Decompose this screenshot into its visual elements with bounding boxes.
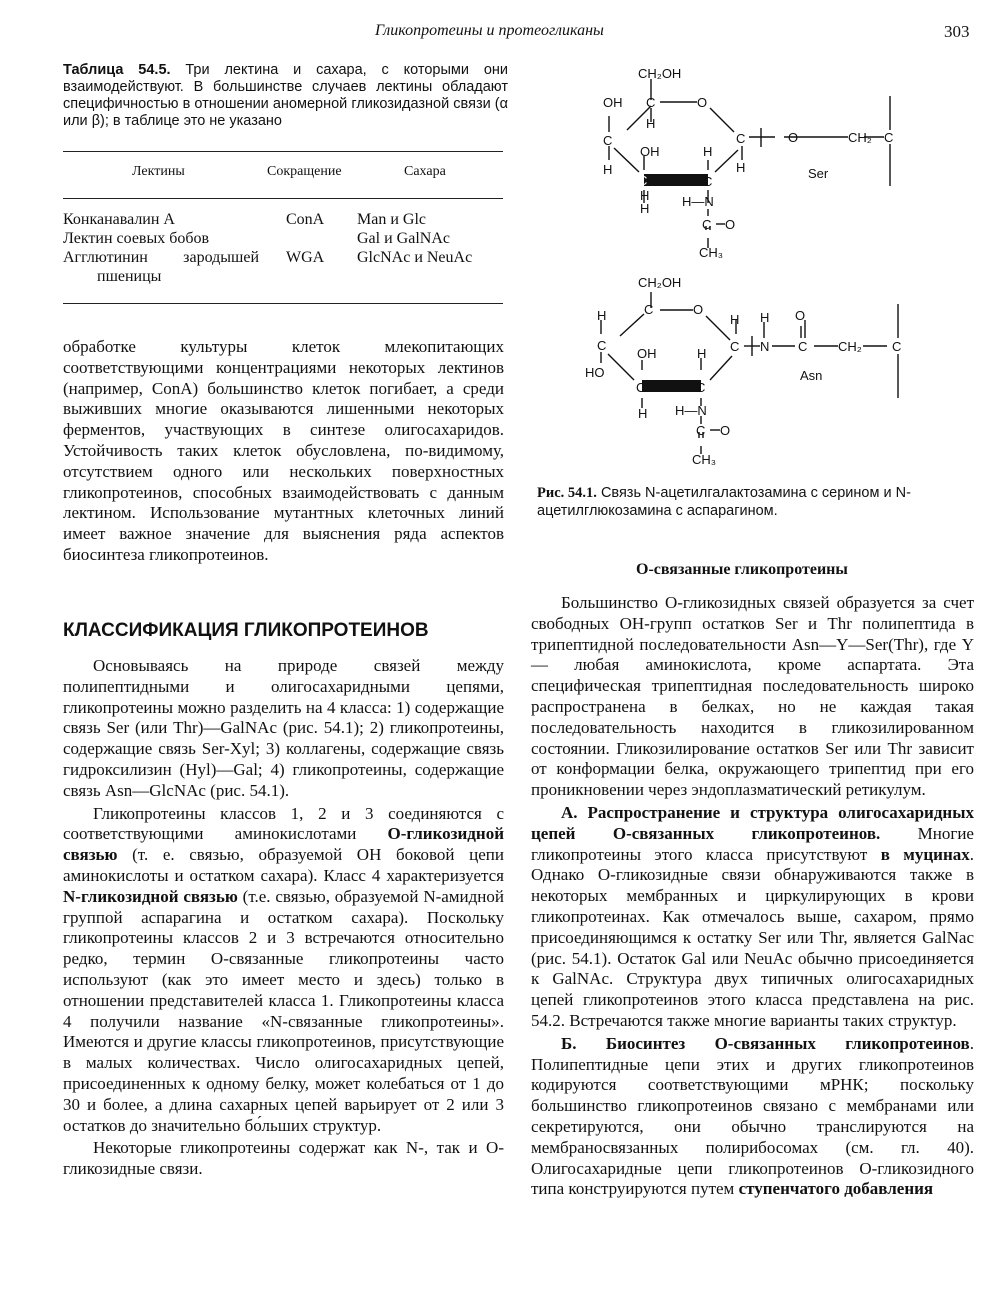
svg-text:O: O xyxy=(788,130,799,145)
svg-text:H: H xyxy=(760,310,770,325)
svg-text:C: C xyxy=(702,217,712,232)
svg-text:H: H xyxy=(640,188,650,203)
section-heading: КЛАССИФИКАЦИЯ ГЛИКОПРОТЕИНОВ xyxy=(63,620,429,641)
table-cell: Конканавалин А xyxy=(63,211,175,228)
table-cell: Gal и GalNAc xyxy=(357,230,450,247)
table-rule-top xyxy=(63,151,503,152)
table-cell: GlcNAc и NeuAc xyxy=(357,249,473,266)
table-cell: Лектин соевых бобов xyxy=(63,230,210,247)
svg-text:H—N: H—N xyxy=(675,403,707,418)
svg-text:H: H xyxy=(638,406,648,421)
svg-text:H: H xyxy=(640,201,650,216)
svg-text:OH: OH xyxy=(637,346,657,361)
svg-text:OH: OH xyxy=(640,144,660,159)
svg-text:H: H xyxy=(646,116,656,131)
page-header xyxy=(0,22,1000,46)
svg-text:H: H xyxy=(730,312,740,327)
glycan-structure-figure xyxy=(560,58,920,478)
table-rule-bottom xyxy=(63,303,503,304)
svg-text:CH₃: CH₃ xyxy=(699,245,724,260)
svg-text:C: C xyxy=(703,174,713,189)
svg-text:O: O xyxy=(725,217,736,232)
svg-text:C: C xyxy=(730,339,740,354)
svg-text:H: H xyxy=(603,162,613,177)
table-header-abbr: Сокращение xyxy=(267,164,342,179)
right-body xyxy=(531,593,974,1200)
svg-text:H: H xyxy=(703,144,713,159)
right-para-b: Б. Биосинтез О-связанных гликопротеинов. Полипептидные цепи этих и других гликопротеинов кодируются соответствующими мРНК; поскольку большинство гликопротеинов связано с мембранами или секретируются, они обычно транслируются на мембраносвязанных полирибосомах (см. гл. 40). Олигосахаридные цепи гликопротеинов О-гликозидного типа конструируются путем ступенчатого добавления xyxy=(531,1033,974,1199)
left-para-2: Основываясь на природе связей между полипептидными и олигосахаридными цепями, гликопротеины можно разделить на 4 класса: 1) содержащие связь Ser (или Thr)—GalNAc (рис. 54.1); 2) гликопротеины, содержащие связь Ser-Xyl; 3) коллагены, содержащие связь гидроксилизин (Hyl)—Gal; 4) гликопротеины, содержащие связь Asn—GlcNAc (рис. 54.1). xyxy=(63,656,504,800)
svg-text:CH₂OH: CH₂OH xyxy=(638,275,682,290)
svg-text:O: O xyxy=(720,423,731,438)
svg-text:C: C xyxy=(636,380,646,395)
right-para-a: А. Распространение и структура олигосахаридных цепей О-связанных гликопротеинов. Многие гликопротеины этого класса присутствуют в муцинах. Однако О-гликозидные связи обнаруживаются также в некоторых мембранных и циркулирующих в крови гликопротеинах. Как отмечалось выше, сахаром, прямо присоединяющимся к остатку Ser или Thr, является GalNac (рис. 54.1). Остаток Gal или NeuAc обычно присоединяется к GalNAc. Структура двух типичных олигосахаридных цепей гликопротеинов этого класса представлена на рис. 54.2. Встречаются также многие варианты таких структур. xyxy=(531,802,974,1030)
ser-label: Ser xyxy=(808,166,829,181)
table-caption-text: Три лектина и сахара, с которыми они взаимодействуют. В большинстве случаев лектины обладают специфичностью в отношении аномерной гликозидазной связи (α или β); в таблице это не указано xyxy=(63,62,509,129)
table-header-sugars: Сахара xyxy=(404,164,446,179)
figure-label: Рис. 54.1. xyxy=(537,485,597,501)
table-cell: Агглютинин зародышей xyxy=(63,249,259,266)
svg-text:H—N: H—N xyxy=(682,194,714,209)
table-cell: WGA xyxy=(286,249,325,266)
figure-caption-text: Связь N-ацетилгалактозамина с серином и N-ацетилглюкозамина с аспарагином. xyxy=(537,485,911,519)
svg-text:N: N xyxy=(760,339,770,354)
left-para-4: Некоторые гликопротеины содержат как N-, так и О-гликозидные связи. xyxy=(63,1138,504,1179)
svg-text:C: C xyxy=(736,131,746,146)
table-caption-label: Таблица 54.5. xyxy=(63,62,171,78)
svg-text:CH₂: CH₂ xyxy=(838,339,862,354)
svg-text:OH: OH xyxy=(603,95,623,110)
svg-text:CH₂: CH₂ xyxy=(848,130,872,145)
svg-text:C: C xyxy=(798,339,808,354)
table-rule-mid xyxy=(63,198,503,199)
table-caption xyxy=(63,62,508,130)
svg-text:CH₃: CH₃ xyxy=(692,452,717,467)
page-number: 303 xyxy=(944,22,970,41)
svg-text:C: C xyxy=(603,133,613,148)
svg-text:O: O xyxy=(693,302,704,317)
left-para-1: обработке культуры клеток млекопитающих соответствующими концентрациями некоторых лектинов (например, ConA) большинство клеток погибает, а среди выживших многие оказываются лишенными некоторых ферментов, участвующих в синтезе олигосахаридов. Устойчивость таких клеток обусловлена, по-видимому, отсутствием одного или нескольких поверхностных гликопротеинов, способных взаимодействовать с данным лектином. Использование мутантных клеточных линий имеет важное значение для выяснения ряда аспектов биосинтеза гликопротеинов. xyxy=(63,337,504,564)
right-para-1: Большинство О-гликозидных связей образуется за счет свободных OH-групп остатков Ser и Thr полипептида в трипептидной последовательности Asn—Y—Ser(Thr), где Y — любая аминокислота, кроме аспартата. Эта специфическая трипептидная последовательность широко распространена в белках, но не каждая такая последовательность находится в гликозилированном состоянии. Гликозилирование остатков Ser или Thr зависит от конформации белка, окружающего трипептид при его проникновении через эндоплазматический ретикулум. xyxy=(531,593,974,800)
figure-caption xyxy=(537,484,973,520)
table-cell: Man и Glc xyxy=(357,211,426,228)
svg-text:O: O xyxy=(795,308,806,323)
svg-text:H: H xyxy=(736,160,746,175)
svg-text:H: H xyxy=(697,346,707,361)
svg-text:C: C xyxy=(696,423,706,438)
svg-text:C: C xyxy=(892,339,902,354)
running-title: Гликопротеины и протеогликаны xyxy=(375,22,604,39)
left-body xyxy=(63,656,504,1180)
left-para-3: Гликопротеины классов 1, 2 и 3 соединяются с соответствующими аминокислотами О-гликозидной связью (т. е. связью, образуемой OH боковой цепи аминокислоты и остатком сахара). Класс 4 характеризуется N-гликозидной связью (т.е. связью, образуемой N-амидной группой аспарагина и остатком сахара). Поскольку гликопротеины классов 2 и 3 встречаются относительно редко, термин О-связанные гликопротеины часто используют (как это имеет место и здесь) только в отношении представителей класса 1. Гликопротеины класса 4 получили название «N-связанные гликопротеины». Имеются и другие классы гликопротеинов, присутствующие в малых количествах. Число олигосахаридных цепей, присоединенных к одному белку, может колебаться от 1 до 30 и более, а длина сахарных цепей варьирует от 2 или 3 остатков до значительно бо́льших структур. xyxy=(63,803,505,1135)
svg-text:C: C xyxy=(884,130,894,145)
svg-text:C: C xyxy=(597,338,607,353)
svg-text:HO: HO xyxy=(585,365,605,380)
table-cell: пшеницы xyxy=(97,268,162,285)
table-header-lectins: Лектины xyxy=(132,164,185,179)
svg-text:C: C xyxy=(646,95,656,110)
svg-text:C: C xyxy=(696,380,706,395)
right-heading: О-связанные гликопротеины xyxy=(636,561,848,578)
table-cell: ConA xyxy=(286,211,325,228)
svg-text:C: C xyxy=(644,302,654,317)
svg-text:CH₂OH: CH₂OH xyxy=(638,66,682,81)
svg-text:H: H xyxy=(597,308,607,323)
svg-text:C: C xyxy=(638,173,648,188)
svg-text:O: O xyxy=(697,95,708,110)
asn-label: Asn xyxy=(800,368,823,383)
